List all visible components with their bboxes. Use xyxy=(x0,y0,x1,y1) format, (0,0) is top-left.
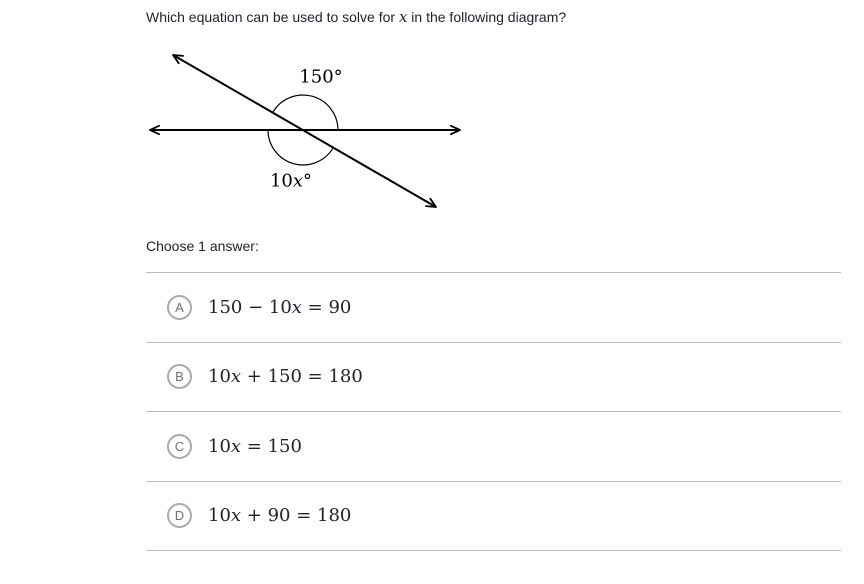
answer-option-c[interactable] xyxy=(146,412,841,482)
answer-option-a[interactable] xyxy=(146,273,841,343)
equation-c: 10x = 150 xyxy=(208,435,302,457)
angle-label-10x: 10x° xyxy=(269,170,313,192)
radio-c[interactable]: C xyxy=(167,434,192,459)
radio-d[interactable]: D xyxy=(167,503,192,528)
equation-b: 10x + 150 = 180 xyxy=(208,366,363,388)
answer-options xyxy=(146,272,841,551)
choose-prompt: Choose 1 answer: xyxy=(146,238,259,254)
question-content xyxy=(146,0,841,584)
intersecting-lines-diagram xyxy=(146,45,476,215)
question-title: Which equation can be used to solve for x in the following diagram? xyxy=(146,8,567,26)
equation-d: 10x + 90 = 180 xyxy=(208,505,352,527)
equation-a: 150 − 10x = 90 xyxy=(208,296,352,318)
angle-arc-top xyxy=(273,95,338,130)
answer-option-b[interactable] xyxy=(146,343,841,413)
radio-b[interactable]: B xyxy=(167,364,192,389)
answer-option-d[interactable] xyxy=(146,482,841,552)
radio-a[interactable]: A xyxy=(167,295,192,320)
angle-label-150: 150° xyxy=(299,66,343,88)
angle-arc-bottom xyxy=(268,130,333,165)
